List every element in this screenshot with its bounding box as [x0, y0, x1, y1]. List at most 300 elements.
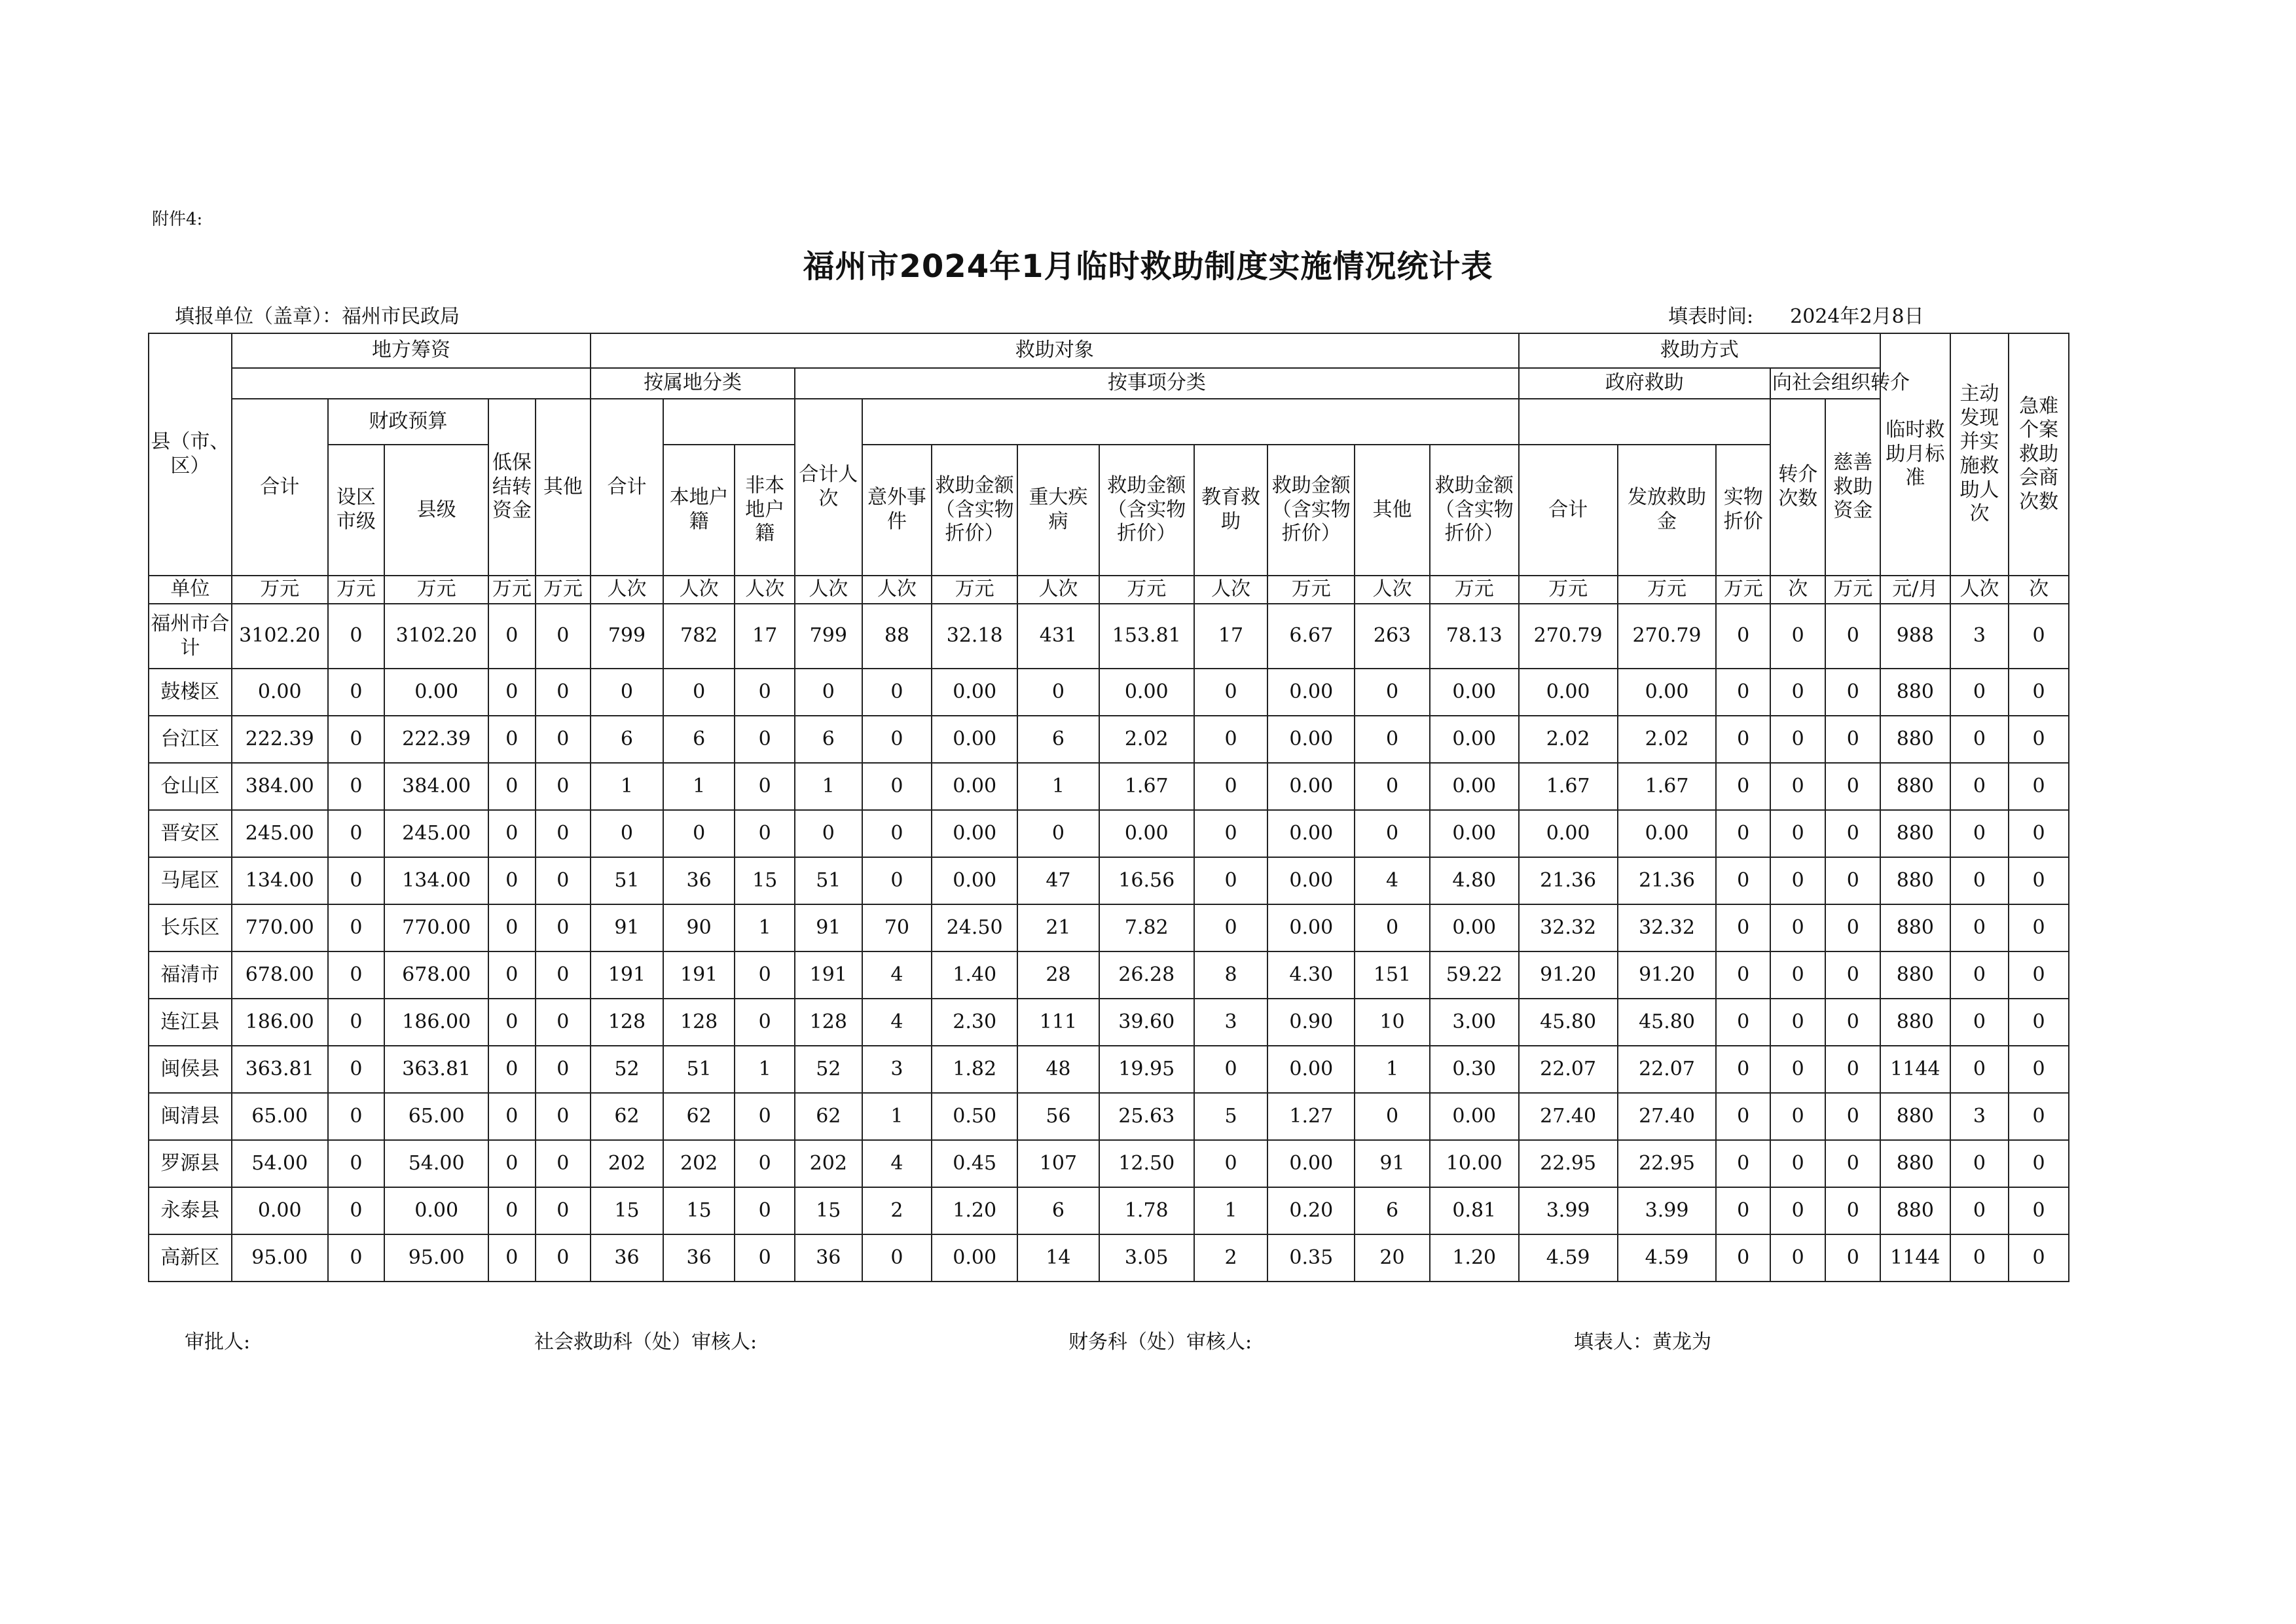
header-cash: 发放救助金 — [1618, 445, 1717, 576]
table-cell: 0 — [735, 1187, 795, 1234]
table-cell: 880 — [1880, 763, 1950, 810]
table-cell: 0 — [2009, 1093, 2069, 1140]
table-cell: 0.00 — [384, 669, 488, 716]
table-cell: 0 — [1770, 999, 1826, 1046]
table-cell: 0 — [536, 999, 591, 1046]
header-amount-accident: 救助金额（含实物折价） — [932, 445, 1017, 576]
unit-cell: 人次 — [862, 576, 932, 604]
table-cell: 17 — [735, 604, 795, 669]
table-cell: 6 — [1355, 1187, 1430, 1234]
table-cell: 1.67 — [1519, 763, 1618, 810]
table-cell: 0 — [328, 857, 385, 904]
table-cell: 222.39 — [384, 716, 488, 763]
table-cell: 78.13 — [1430, 604, 1519, 669]
table-cell: 880 — [1880, 951, 1950, 999]
footer-social-reviewer: 社会救助科（处）审核人: — [534, 1331, 757, 1354]
table-cell: 0 — [328, 904, 385, 951]
table-cell: 0 — [735, 763, 795, 810]
row-name: 永泰县 — [149, 1187, 232, 1234]
table-cell: 4 — [862, 1140, 932, 1187]
table-cell: 0.00 — [1430, 810, 1519, 857]
table-cell: 0 — [2009, 716, 2069, 763]
table-cell: 0 — [735, 1140, 795, 1187]
table-cell: 7.82 — [1099, 904, 1194, 951]
table-cell: 0 — [1716, 810, 1770, 857]
table-cell: 0 — [591, 669, 663, 716]
fill-time — [1668, 300, 1924, 329]
table-cell: 0 — [2009, 810, 2069, 857]
table-cell: 0 — [488, 1140, 535, 1187]
table-cell: 0 — [735, 716, 795, 763]
table-cell: 0 — [1770, 810, 1826, 857]
table-cell: 0.00 — [932, 763, 1017, 810]
table-cell: 0.45 — [932, 1140, 1017, 1187]
table-cell: 65.00 — [232, 1093, 328, 1140]
table-cell: 0 — [2009, 1187, 2069, 1234]
table-cell: 2.02 — [1099, 716, 1194, 763]
table-cell: 0 — [1825, 1093, 1880, 1140]
table-cell: 0 — [2009, 999, 2069, 1046]
table-cell: 0 — [536, 1046, 591, 1093]
header-blank — [232, 368, 591, 399]
table-cell: 51 — [795, 857, 862, 904]
table-cell: 0.35 — [1267, 1234, 1355, 1282]
table-cell: 0 — [1950, 716, 2009, 763]
table-cell: 988 — [1880, 604, 1950, 669]
table-cell: 0 — [488, 904, 535, 951]
table-cell: 363.81 — [384, 1046, 488, 1093]
table-cell: 28 — [1017, 951, 1099, 999]
table-cell: 0 — [536, 716, 591, 763]
table-cell: 91 — [591, 904, 663, 951]
unit-cell: 人次 — [663, 576, 735, 604]
table-cell: 4.59 — [1519, 1234, 1618, 1282]
table-cell: 4 — [1355, 857, 1430, 904]
table-cell: 2.02 — [1618, 716, 1717, 763]
table-cell: 0 — [2009, 669, 2069, 716]
table-cell: 0.00 — [1430, 763, 1519, 810]
table-cell: 0 — [1950, 763, 2009, 810]
header-other: 其他 — [536, 399, 591, 576]
row-name: 福清市 — [149, 951, 232, 999]
table-cell: 65.00 — [384, 1093, 488, 1140]
fill-unit: 填报单位（盖章）：福州市民政局 — [175, 305, 460, 328]
table-cell: 0 — [1825, 951, 1880, 999]
table-cell: 2.02 — [1519, 716, 1618, 763]
unit-cell: 万元 — [232, 576, 328, 604]
table-cell: 0.50 — [932, 1093, 1017, 1140]
table-cell: 32.32 — [1519, 904, 1618, 951]
table-cell: 0.00 — [1267, 669, 1355, 716]
table-row — [149, 1140, 2069, 1187]
header-emergency: 急难个案救助会商次数 — [2009, 333, 2069, 576]
fill-time-value: 2024年2月8日 — [1790, 305, 1924, 328]
row-name: 闽侯县 — [149, 1046, 232, 1093]
table-cell: 1144 — [1880, 1234, 1950, 1282]
table-cell: 15 — [663, 1187, 735, 1234]
table-cell: 0 — [536, 904, 591, 951]
unit-cell: 万元 — [1716, 576, 1770, 604]
statistics-table — [148, 333, 2069, 1282]
footer-approver: 审批人: — [185, 1331, 251, 1354]
table-cell: 1.82 — [932, 1046, 1017, 1093]
table-cell: 3.99 — [1519, 1187, 1618, 1234]
table-row — [149, 999, 2069, 1046]
table-cell: 134.00 — [232, 857, 328, 904]
table-cell: 6.67 — [1267, 604, 1355, 669]
table-cell: 0 — [663, 810, 735, 857]
header-local-hukou: 本地户籍 — [663, 445, 735, 576]
table-cell: 51 — [663, 1046, 735, 1093]
unit-cell: 万元 — [328, 576, 385, 604]
table-cell: 0 — [591, 810, 663, 857]
table-cell: 0 — [536, 857, 591, 904]
table-cell: 799 — [591, 604, 663, 669]
table-cell: 0 — [488, 810, 535, 857]
header-district-city: 设区市级 — [328, 445, 385, 576]
table-cell: 0 — [735, 1093, 795, 1140]
table-cell: 91.20 — [1618, 951, 1717, 999]
table-cell: 95.00 — [384, 1234, 488, 1282]
table-cell: 3 — [1194, 999, 1268, 1046]
header-accident: 意外事件 — [862, 445, 932, 576]
table-cell: 0 — [1950, 1046, 2009, 1093]
table-cell: 186.00 — [384, 999, 488, 1046]
page-title: 福州市2024年1月临时救助制度实施情况统计表 — [803, 248, 1493, 285]
table-cell: 0 — [1825, 604, 1880, 669]
table-row — [149, 763, 2069, 810]
table-cell: 0 — [1194, 857, 1268, 904]
table-cell: 0 — [1770, 716, 1826, 763]
header-by-event: 按事项分类 — [795, 368, 1519, 399]
table-cell: 678.00 — [232, 951, 328, 999]
table-cell: 4 — [862, 999, 932, 1046]
table-cell: 191 — [591, 951, 663, 999]
table-cell: 0.00 — [1430, 669, 1519, 716]
table-cell: 0 — [2009, 1046, 2069, 1093]
table-cell: 48 — [1017, 1046, 1099, 1093]
table-cell: 91 — [795, 904, 862, 951]
table-cell: 4.30 — [1267, 951, 1355, 999]
table-cell: 0 — [1825, 999, 1880, 1046]
table-cell: 36 — [591, 1234, 663, 1282]
table-cell: 0.00 — [232, 669, 328, 716]
table-cell: 1 — [591, 763, 663, 810]
table-cell: 0 — [2009, 604, 2069, 669]
table-cell: 0.00 — [1519, 669, 1618, 716]
table-cell: 0 — [1716, 1093, 1770, 1140]
table-cell: 0 — [536, 951, 591, 999]
unit-cell: 万元 — [1430, 576, 1519, 604]
table-cell: 0.00 — [1618, 669, 1717, 716]
row-name: 马尾区 — [149, 857, 232, 904]
table-cell: 0 — [488, 1093, 535, 1140]
header-other-event: 其他 — [1355, 445, 1430, 576]
table-cell: 62 — [591, 1093, 663, 1140]
table-cell: 0 — [488, 1046, 535, 1093]
table-cell: 0 — [1950, 669, 2009, 716]
table-cell: 0 — [536, 1234, 591, 1282]
row-name: 晋安区 — [149, 810, 232, 857]
table-cell: 1 — [795, 763, 862, 810]
table-cell: 0.00 — [932, 810, 1017, 857]
table-cell: 90 — [663, 904, 735, 951]
unit-cell: 人次 — [591, 576, 663, 604]
table-cell: 3 — [862, 1046, 932, 1093]
table-cell: 0 — [1950, 857, 2009, 904]
table-cell: 0 — [1716, 669, 1770, 716]
table-cell: 6 — [591, 716, 663, 763]
table-cell: 0 — [1017, 810, 1099, 857]
table-cell: 0 — [1825, 904, 1880, 951]
table-cell: 134.00 — [384, 857, 488, 904]
table-cell: 14 — [1017, 1234, 1099, 1282]
table-cell: 6 — [795, 716, 862, 763]
header-blank — [862, 399, 1519, 445]
table-cell: 0.00 — [1267, 716, 1355, 763]
table-cell: 0 — [1716, 763, 1770, 810]
table-cell: 1.27 — [1267, 1093, 1355, 1140]
table-cell: 52 — [795, 1046, 862, 1093]
header-education: 教育救助 — [1194, 445, 1268, 576]
table-cell: 880 — [1880, 1093, 1950, 1140]
table-cell: 0 — [1770, 669, 1826, 716]
table-cell: 0 — [1825, 857, 1880, 904]
table-cell: 0 — [2009, 1234, 2069, 1282]
table-cell: 0 — [1770, 1187, 1826, 1234]
table-cell: 431 — [1017, 604, 1099, 669]
table-cell: 245.00 — [384, 810, 488, 857]
table-cell: 91 — [1355, 1140, 1430, 1187]
table-cell: 0.00 — [932, 716, 1017, 763]
header-domicile-total: 合计 — [591, 399, 663, 576]
table-cell: 0 — [1770, 604, 1826, 669]
table-cell: 0 — [2009, 904, 2069, 951]
table-cell: 128 — [591, 999, 663, 1046]
table-cell: 0 — [1355, 716, 1430, 763]
table-cell: 0 — [1950, 810, 2009, 857]
table-cell: 10.00 — [1430, 1140, 1519, 1187]
unit-cell: 万元 — [1825, 576, 1880, 604]
table-cell: 0 — [1017, 669, 1099, 716]
table-cell: 0 — [1355, 669, 1430, 716]
table-cell: 8 — [1194, 951, 1268, 999]
table-cell: 0 — [1950, 1234, 2009, 1282]
table-row — [149, 1093, 2069, 1140]
table-row — [149, 904, 2069, 951]
header-amount-other: 救助金额（含实物折价） — [1430, 445, 1519, 576]
table-cell: 202 — [591, 1140, 663, 1187]
table-cell: 0 — [328, 1140, 385, 1187]
table-cell: 52 — [591, 1046, 663, 1093]
table-cell: 3102.20 — [232, 604, 328, 669]
table-cell: 0 — [1716, 1046, 1770, 1093]
unit-cell: 万元 — [536, 576, 591, 604]
row-name: 仓山区 — [149, 763, 232, 810]
table-cell: 1.67 — [1099, 763, 1194, 810]
table-cell: 0 — [1194, 1046, 1268, 1093]
table-cell: 0 — [536, 763, 591, 810]
table-cell: 0.00 — [1267, 1140, 1355, 1187]
table-cell: 32.32 — [1618, 904, 1717, 951]
table-cell: 3.00 — [1430, 999, 1519, 1046]
table-cell: 0 — [862, 669, 932, 716]
table-cell: 56 — [1017, 1093, 1099, 1140]
table-cell: 3 — [1950, 604, 2009, 669]
table-cell: 678.00 — [384, 951, 488, 999]
row-name: 福州市合计 — [149, 604, 232, 669]
row-name: 闽清县 — [149, 1093, 232, 1140]
table-cell: 0.00 — [1267, 857, 1355, 904]
table-cell: 0 — [1950, 904, 2009, 951]
table-cell: 0.00 — [1267, 904, 1355, 951]
header-blank — [663, 399, 795, 445]
table-cell: 0 — [488, 857, 535, 904]
table-cell: 0.00 — [1099, 810, 1194, 857]
table-cell: 62 — [663, 1093, 735, 1140]
row-name: 连江县 — [149, 999, 232, 1046]
unit-cell: 人次 — [1017, 576, 1099, 604]
table-cell: 0 — [536, 1187, 591, 1234]
table-cell: 0 — [1825, 1187, 1880, 1234]
table-cell: 0 — [795, 810, 862, 857]
table-cell: 0 — [536, 810, 591, 857]
table-cell: 0 — [1950, 999, 2009, 1046]
table-row — [149, 669, 2069, 716]
table-cell: 70 — [862, 904, 932, 951]
table-cell: 0 — [1355, 1093, 1430, 1140]
table-cell: 0 — [328, 716, 385, 763]
unit-cell: 万元 — [1267, 576, 1355, 604]
table-cell: 0.00 — [1430, 904, 1519, 951]
table-cell: 880 — [1880, 1140, 1950, 1187]
table-cell: 0 — [488, 669, 535, 716]
table-cell: 39.60 — [1099, 999, 1194, 1046]
table-cell: 0 — [1716, 999, 1770, 1046]
table-cell: 0 — [328, 763, 385, 810]
table-cell: 1 — [663, 763, 735, 810]
table-cell: 263 — [1355, 604, 1430, 669]
table-cell: 22.95 — [1519, 1140, 1618, 1187]
table-cell: 0 — [488, 951, 535, 999]
table-cell: 0 — [488, 604, 535, 669]
table-cell: 51 — [591, 857, 663, 904]
table-cell: 2 — [862, 1187, 932, 1234]
unit-cell: 万元 — [384, 576, 488, 604]
table-cell: 0 — [328, 951, 385, 999]
header-proactive: 主动发现并实施救助人次 — [1950, 333, 2009, 576]
table-cell: 363.81 — [232, 1046, 328, 1093]
table-cell: 20 — [1355, 1234, 1430, 1282]
unit-cell: 万元 — [488, 576, 535, 604]
row-name: 长乐区 — [149, 904, 232, 951]
table-cell: 0.00 — [932, 669, 1017, 716]
table-cell: 0 — [488, 1187, 535, 1234]
table-cell: 384.00 — [384, 763, 488, 810]
table-cell: 21.36 — [1618, 857, 1717, 904]
table-cell: 0 — [862, 716, 932, 763]
header-county: 县（市、区） — [149, 333, 232, 576]
table-cell: 245.00 — [232, 810, 328, 857]
table-cell: 26.28 — [1099, 951, 1194, 999]
header-charity-fund: 慈善救助资金 — [1825, 399, 1880, 576]
header-social-org: 向社会组织转介 — [1770, 368, 1880, 399]
table-cell: 0 — [1950, 951, 2009, 999]
table-cell: 0 — [1770, 1234, 1826, 1282]
table-cell: 0.00 — [1267, 763, 1355, 810]
header-blank — [1519, 399, 1770, 445]
unit-cell: 次 — [1770, 576, 1826, 604]
table-cell: 6 — [1017, 716, 1099, 763]
table-cell: 0 — [1825, 716, 1880, 763]
table-cell: 0 — [328, 1093, 385, 1140]
table-cell: 0 — [735, 1234, 795, 1282]
table-row — [149, 951, 2069, 999]
unit-cell: 万元 — [1099, 576, 1194, 604]
table-cell: 0 — [488, 1234, 535, 1282]
unit-cell: 人次 — [795, 576, 862, 604]
table-cell: 0 — [1716, 1187, 1770, 1234]
table-cell: 45.80 — [1618, 999, 1717, 1046]
table-cell: 0 — [1770, 904, 1826, 951]
table-cell: 4.59 — [1618, 1234, 1717, 1282]
header-local-funding: 地方筹资 — [232, 333, 591, 368]
table-cell: 0 — [1825, 763, 1880, 810]
unit-cell: 元/月 — [1880, 576, 1950, 604]
table-cell: 799 — [795, 604, 862, 669]
table-cell: 0 — [1770, 1140, 1826, 1187]
table-cell: 0.00 — [384, 1187, 488, 1234]
table-cell: 5 — [1194, 1093, 1268, 1140]
table-cell: 880 — [1880, 716, 1950, 763]
table-cell: 0 — [1770, 763, 1826, 810]
table-cell: 21.36 — [1519, 857, 1618, 904]
header-in-kind: 实物折价 — [1716, 445, 1770, 576]
table-cell: 270.79 — [1519, 604, 1618, 669]
table-cell: 0 — [328, 810, 385, 857]
table-cell: 0.00 — [1267, 1046, 1355, 1093]
table-cell: 62 — [795, 1093, 862, 1140]
table-row — [149, 1187, 2069, 1234]
table-cell: 111 — [1017, 999, 1099, 1046]
table-cell: 3.05 — [1099, 1234, 1194, 1282]
header-aid-object: 救助对象 — [591, 333, 1519, 368]
table-cell: 45.80 — [1519, 999, 1618, 1046]
table-cell: 0.00 — [1267, 810, 1355, 857]
table-cell: 880 — [1880, 810, 1950, 857]
table-cell: 0 — [1194, 904, 1268, 951]
table-cell: 880 — [1880, 904, 1950, 951]
table-cell: 0 — [1716, 857, 1770, 904]
table-cell: 1 — [1355, 1046, 1430, 1093]
table-cell: 0 — [1825, 810, 1880, 857]
table-cell: 0 — [735, 810, 795, 857]
table-cell: 1 — [1017, 763, 1099, 810]
table-cell: 0.00 — [1430, 1093, 1519, 1140]
table-cell: 19.95 — [1099, 1046, 1194, 1093]
table-cell: 22.07 — [1618, 1046, 1717, 1093]
header-gov-aid: 政府救助 — [1519, 368, 1770, 399]
table-cell: 0.20 — [1267, 1187, 1355, 1234]
table-cell: 54.00 — [384, 1140, 488, 1187]
table-cell: 0 — [1770, 1046, 1826, 1093]
table-cell: 0 — [1194, 669, 1268, 716]
unit-cell: 次 — [2009, 576, 2069, 604]
table-cell: 0 — [1716, 716, 1770, 763]
table-cell: 0 — [1825, 1234, 1880, 1282]
table-cell: 4 — [862, 951, 932, 999]
table-cell: 0.81 — [1430, 1187, 1519, 1234]
